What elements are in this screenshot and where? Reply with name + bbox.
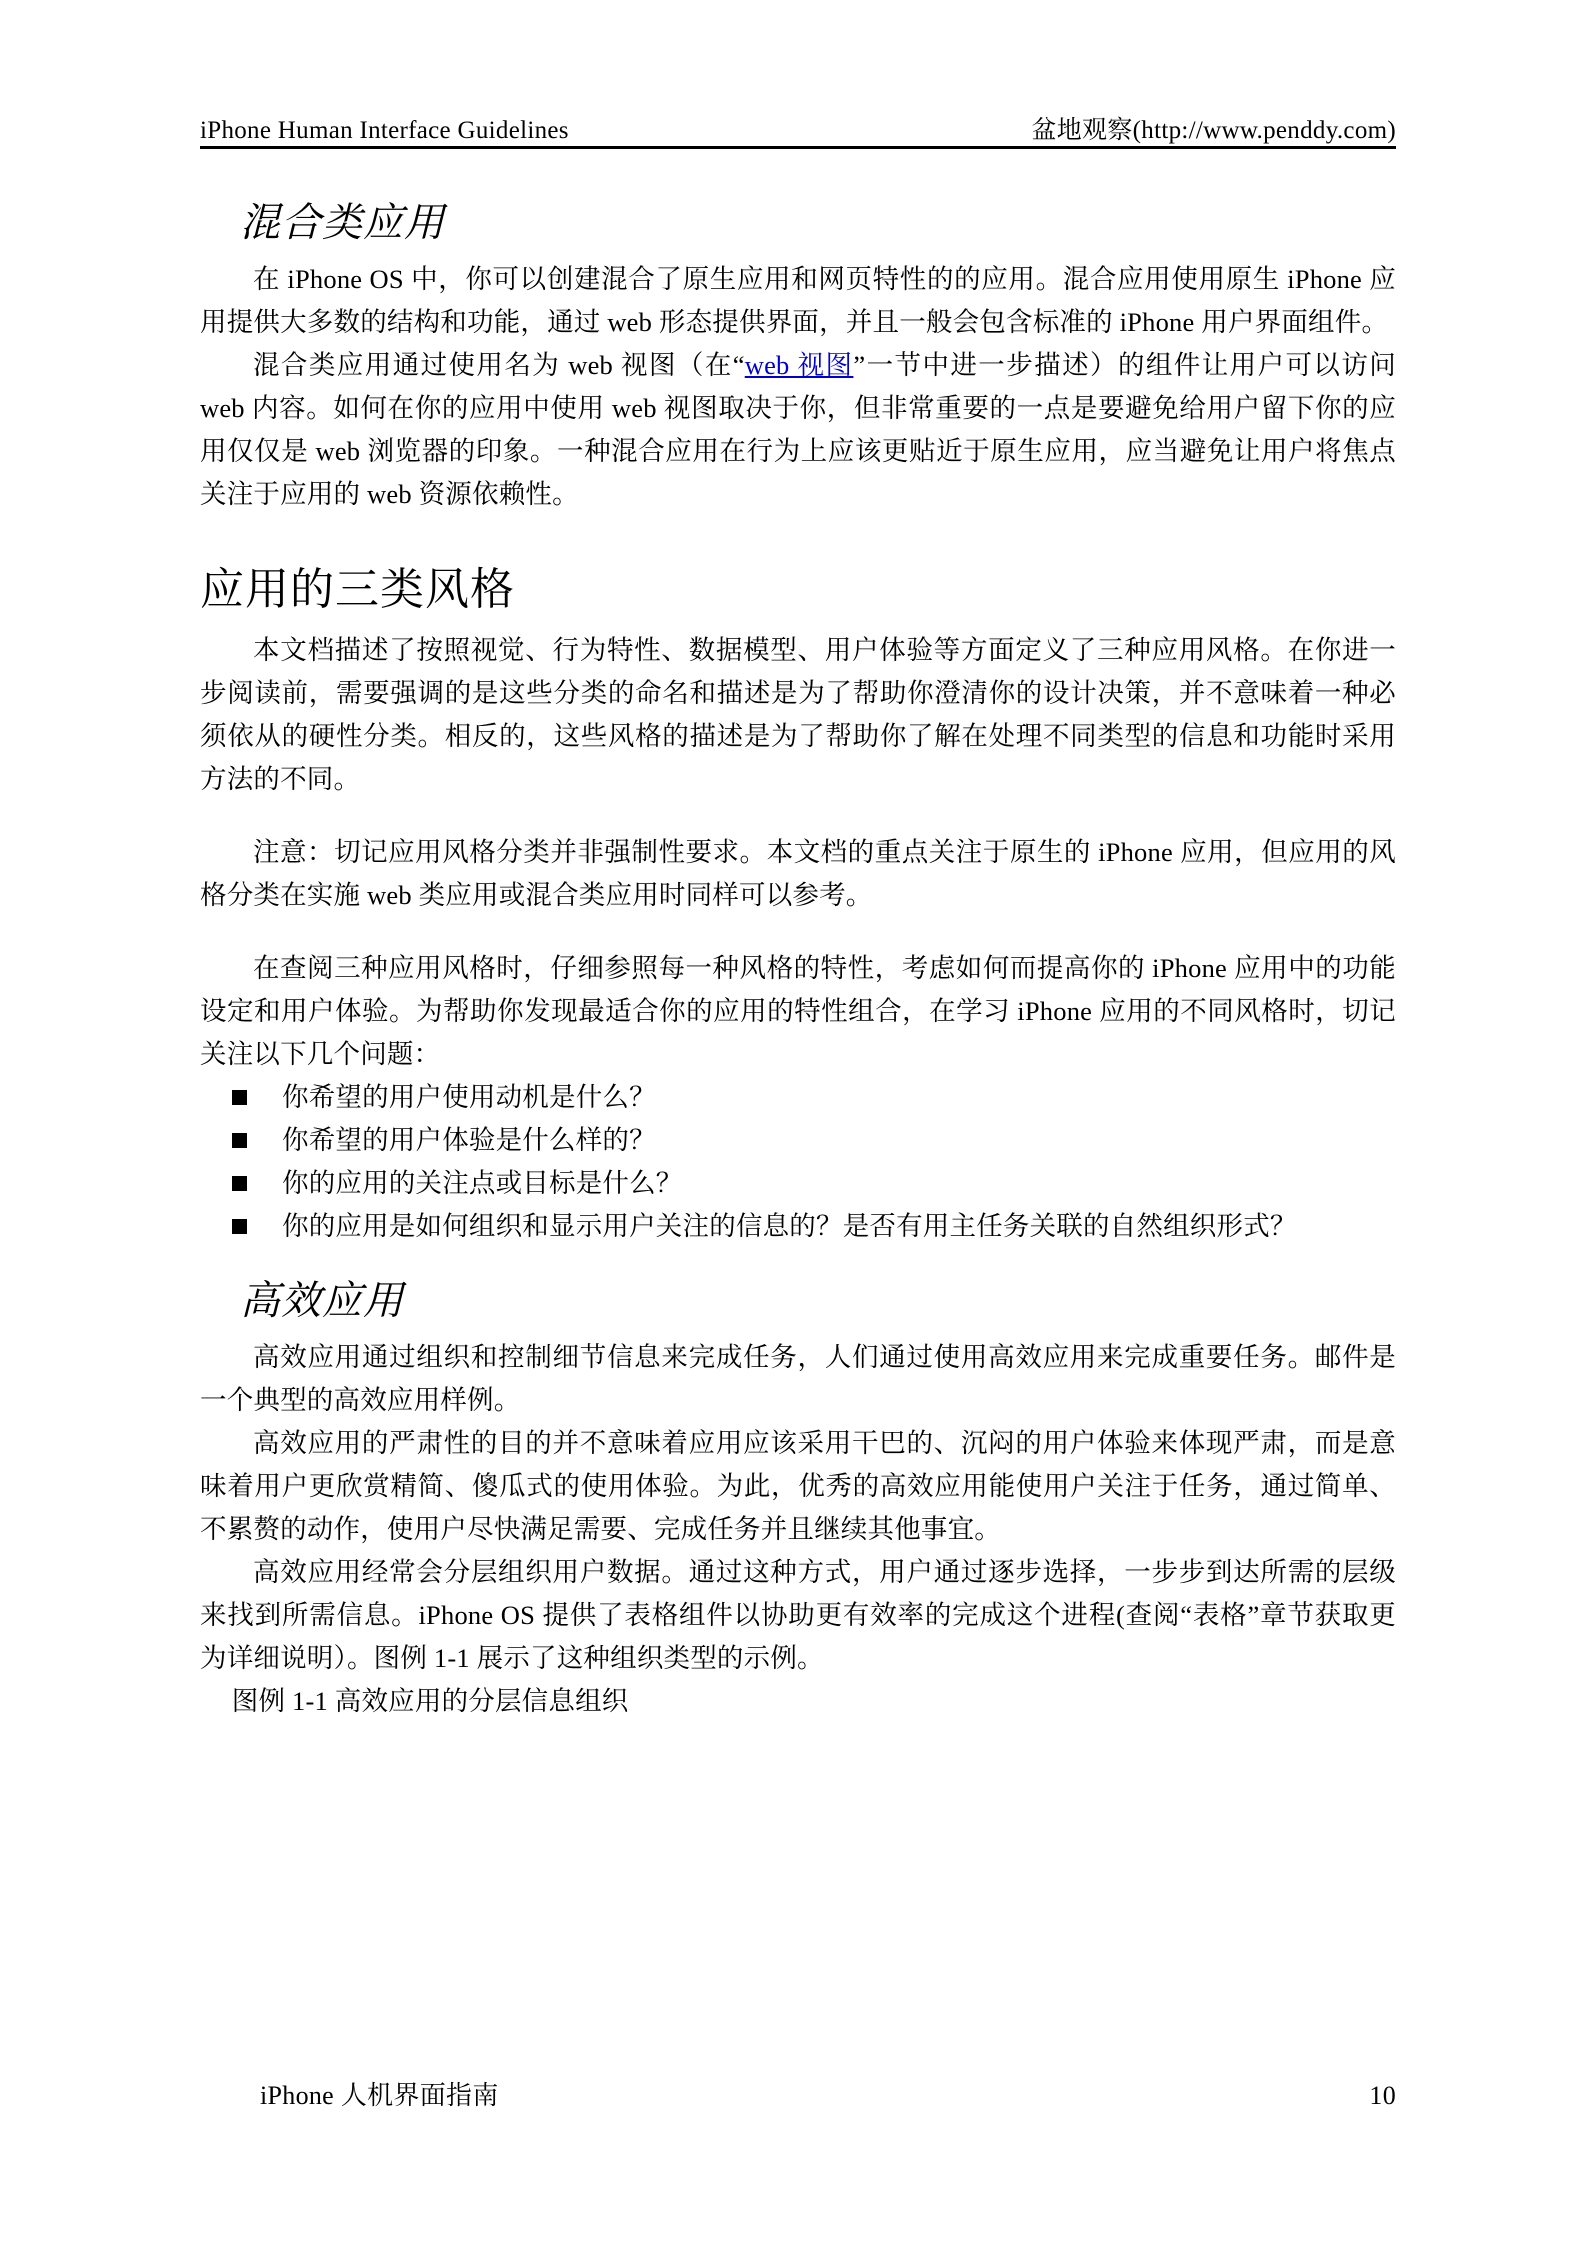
paragraph-productive-hierarchy: 高效应用经常会分层组织用户数据。通过这种方式，用户通过逐步选择，一步步到达所需的层级来找到所需信息。iPhone OS 提供了表格组件以协助更有效率的完成这个进程(查阅“表格”章节获取更为详细说明）。图例 1-1 展示了这种组织类型的示例。 (200, 1557, 1396, 1673)
paragraph-hybrid-intro: 在 iPhone OS 中，你可以创建混合了原生应用和网页特性的的应用。混合应用使用原生 iPhone 应用提供大多数的结构和功能，通过 web 形态提供界面，并且一般会包含标准的 iPhone 用户界面组件。 (200, 264, 1396, 337)
question-bullet-list (200, 1076, 1396, 1248)
list-item (200, 1076, 1396, 1119)
paragraph-three-styles-questions-intro: 在查阅三种应用风格时，仔细参照每一种风格的特性，考虑如何而提高你的 iPhone 应用中的功能设定和用户体验。为帮助你发现最适合你的应用的特性组合，在学习 iPhone 应用的不同风格时，切记关注以下几个问题： (200, 953, 1396, 1069)
list-item-label: 你希望的用户使用动机是什么？ (282, 1082, 656, 1112)
header-divider-rule (200, 146, 1396, 149)
square-bullet-icon (232, 1133, 247, 1148)
figure-caption-1-1: 图例 1-1 高效应用的分层信息组织 (231, 1686, 629, 1716)
paragraph-three-styles-intro: 本文档描述了按照视觉、行为特性、数据模型、用户体验等方面定义了三种应用风格。在你进一步阅读前，需要强调的是这些分类的命名和描述是为了帮助你澄清你的设计决策，并不意味着一种必须依从的硬性分类。相反的，这些风格的描述是为了帮助你了解在处理不同类型的信息和功能时采用方法的不同。 (200, 635, 1396, 794)
list-item (200, 1205, 1396, 1248)
list-item-label: 你的应用是如何组织和显示用户关注的信息的？是否有用主任务关联的自然组织形式？ (282, 1211, 1297, 1241)
list-item (200, 1162, 1396, 1205)
list-item (200, 1119, 1396, 1162)
header-document-title: iPhone Human Interface Guidelines (200, 117, 569, 144)
page-number: 10 (1369, 2081, 1396, 2110)
square-bullet-icon (232, 1219, 247, 1234)
web-view-link[interactable]: web 视图 (744, 350, 854, 380)
list-item-label: 你的应用的关注点或目标是什么？ (282, 1168, 683, 1198)
paragraph-three-styles-note: 注意：切记应用风格分类并非强制性要求。本文档的重点关注于原生的 iPhone 应用，但应用的风格分类在实施 web 类应用或混合类应用时同样可以参考。 (200, 837, 1396, 910)
paragraph-hybrid-webview-suffix: ”一节中进一步描述）的组件让用户可以访问 web 内容。如何在你的应用中使用 web 视图取决于你，但非常重要的一点是要避免给用户留下你的应用仅仅是 web 浏览器的印象。一种混合应用在行为上应该更贴近于原生应用，应当避免让用户将焦点关注于应用的 web 资源依赖性。 (200, 350, 1396, 509)
paragraph-productive-intro: 高效应用通过组织和控制细节信息来完成任务，人们通过使用高效应用来完成重要任务。邮件是一个典型的高效应用样例。 (200, 1342, 1396, 1415)
square-bullet-icon (232, 1176, 247, 1191)
section-heading-hybrid-apps: 混合类应用 (240, 200, 445, 245)
list-item-label: 你希望的用户体验是什么样的？ (282, 1125, 656, 1155)
section-heading-three-app-styles: 应用的三类风格 (200, 565, 515, 614)
section-heading-productive-apps: 高效应用 (240, 1278, 404, 1323)
page-header (200, 110, 1396, 146)
paragraph-productive-serious: 高效应用的严肃性的目的并不意味着应用应该采用干巴的、沉闷的用户体验来体现严肃，而是意味着用户更欣赏精简、傻瓜式的使用体验。为此，优秀的高效应用能使用户关注于任务，通过简单、不累赘的动作，使用户尽快满足需要、完成任务并且继续其他事宜。 (200, 1428, 1396, 1544)
paragraph-hybrid-webview-prefix: 混合类应用通过使用名为 web 视图（在“ (253, 350, 745, 380)
document-body (200, 170, 1396, 1723)
header-site-attribution: 盆地观察(http://www.penddy.com) (1031, 117, 1396, 144)
page-footer (200, 2075, 1396, 2112)
footer-document-title: iPhone 人机界面指南 (260, 2081, 499, 2110)
paragraph-hybrid-webview (200, 344, 1396, 516)
square-bullet-icon (232, 1090, 247, 1105)
